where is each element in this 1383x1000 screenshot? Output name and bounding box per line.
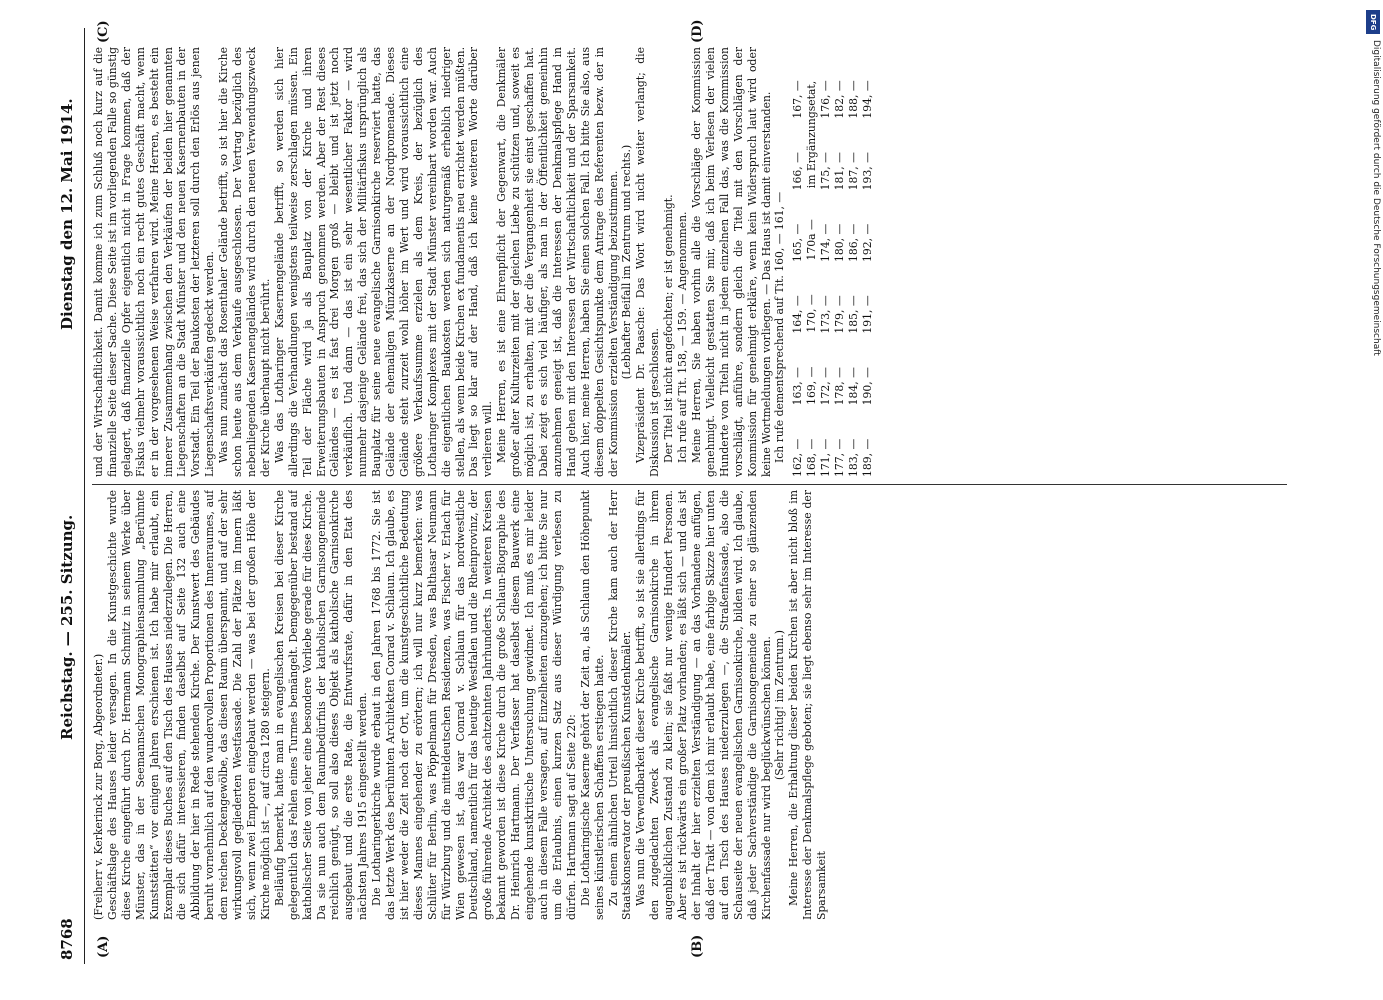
title-cell: 168, — bbox=[805, 438, 819, 477]
paragraph: Vizepräsident Dr. Paasche: Das Wort wird nicht weiter verlangt; die Diskussion ist geschlossen. bbox=[634, 47, 662, 477]
title-cell: 185, — bbox=[846, 295, 860, 334]
paragraph: Zu einem ähnlichen Urteil hinsichtlich dieser Kirche kam auch der Herr Staatskonservator der preußischen Kunstdenkmäler. bbox=[606, 490, 634, 920]
title-cell: 190, — bbox=[860, 367, 874, 406]
paragraph: und der Wirtschaftlichkeit. Damit komme ich zum Schluß noch kurz auf die finanzielle Seite dieser Sache. Diese Seite ist im vorliegenden Falle so günstig gelagert, daß finanzielle Opfer eigentlich nicht in Frage kommen, daß der Fiskus vielmehr voraussichtlich noch ein recht gutes Geschäft macht, wenn er in der vorgesehenen Weise verfahren wird. Meine Herren, es besteht ein innerer Zusammenhang zwischen den Verkäufen der beiden hier genannten Liegenschaften an die Stadt Münster und den neuen Kasernenbauten in der Vorstadt. Ein Teil der Baukosten der letzteren soll durch den Erlös aus jenen Liegenschaftsverkäufen gedeckt werden. bbox=[92, 47, 217, 477]
title-row bbox=[833, 47, 847, 477]
title-cell: 180, — bbox=[833, 223, 847, 262]
paragraph: Meine Herren, die Erhaltung dieser beiden Kirchen ist aber nicht bloß im Interesse der Denkmalspflege geboten; sie liegt ebenso sehr im Interesse der Sparsamkeit bbox=[787, 490, 829, 920]
paragraph: Was das Lotharinger Kasernengelände betrifft, so werden sich hier allerdings die Verhandlungen wenigstens teilweise zerschlagen müssen. Ein Teil der Fläche wird ja als Bauplatz von der Kirche und ihren Erweiterungsbauten in Anspruch genommen werden. Aber der Rest dieses Geländes — es ist fast drei Morgen groß — bleibt und ist jetzt noch verkäuflich. Und dann — das ist ein sehr wesentlicher Faktor — wird nunmehr dasjenige Gelände frei, das sich der Militärfiskus ursprünglich als Bauplatz für seine neue evangelische Garnisonkirche reserviert hatte, das Gelände der ehemaligen Münzkaserne an der Nordpromenade. Dieses Gelände steht zurzeit wohl höher im Wert und wird voraussichtlich eine größere Verkaufssumme erzielen als dem Kreis, der bezüglich des Lotharinger Komplexes mit der Stadt Münster vereinbart worden war. Auch die eigentlichen Baukosten werden sich naturgemäß erheblich niedriger stellen, als wenn beide Kirchen ex fundamentis neu errichtet werden müßten. Das liegt so klar auf der Hand, daß ich keine weiteren Worte darüber verlieren will. bbox=[272, 47, 495, 477]
paragraph: Geschäftslage des Hauses leider versagen. In die Kunstgeschichte wurde diese Kirche eingeführt durch Dr. Hermann Schmitz in seinem Werke über Münster, das in der Seemannschen Monographiensammlung „Berühmte Kunststätten“ vor einigen Jahren erschienen ist. Ich habe mir erlaubt, ein Exemplar dieses Buches auf den Tisch des Hauses niederzulegen. Die Herren, die sich dafür interessieren, finden daselbst auf Seite 132 auch eine Abbildung der hier in Rede stehenden Kirche. Der Kunstwert des Gebäudes beruht vornehmlich auf den wundervollen Proportionen des Innenraumes, auf dem reichen Deckengewölbe, das diesen Raum überspannt, und auf der sehr wirkungsvoll gegliederten Westfassade. Die Zahl der Plätze im Innern läßt sich, wenn zwei Emporen eingebaut werden — was bei der großen Höhe der Kirche möglich ist —, auf circa 1280 steigern. bbox=[105, 490, 272, 920]
title-cell: 179, — bbox=[833, 295, 847, 334]
dfg-logo: DFG bbox=[1366, 10, 1380, 34]
title-cell: 181, — bbox=[833, 152, 847, 191]
left-column bbox=[92, 490, 1292, 920]
paragraph: Die Lotharingerkirche wurde erbaut in den Jahren 1768 bis 1772. Sie ist das letzte Werk des berühmten Architekten Conrad v. Schlaun. Ich glaube, es ist hier weder die Zeit noch der Ort, um die kunstgeschichtliche Bedeutung dieses Mannes eingehender zu erörtern; ich will nur kurz bemerken: was Schlüter für Berlin, was Pöppelmann für Dresden, was Balthasar Neumann für Würzburg und die mitteldeutschen Residenzen, was Fischer v. Erlach für Wien gewesen ist, das war Conrad v. Schlaun für das nordwestliche Deutschland, namentlich für das heutige Westfalen und die Rheinprovinz, der große führende Architekt des achtzehnten Jahrhunderts. In weiteren Kreisen bekannt geworden ist diese Kirche durch die große Schlaun-Biographie des Dr. Heinrich Hartmann. Der Verfasser hat daselbst diesem Bauwerk eine eingehende kunstkritische Untersuchung gewidmet. Ich muß es mir leider auch in diesem Falle versagen, auf Einzelheiten einzugehen; ich bitte Sie nur um die Erlaubnis, einen kurzen Satz aus dieser Würdigung verlesen zu dürfen. Hartmann sagt auf Seite 220: bbox=[370, 490, 578, 920]
title-cell: 183, — bbox=[846, 438, 860, 477]
title-row bbox=[805, 47, 819, 477]
title-row bbox=[861, 47, 875, 477]
margin-marker-a: (A) bbox=[96, 935, 111, 958]
title-cell: im Ergänzungsetat, bbox=[805, 80, 819, 189]
paragraph: Ich rufe auf Tit. 158, — 159. — Angenommen. bbox=[676, 211, 690, 463]
title-cell: 184, — bbox=[846, 367, 860, 406]
column-divider bbox=[92, 484, 1287, 485]
applause-note: (Sehr richtig! im Zentrum.) bbox=[773, 630, 787, 780]
session-date: Dienstag den 12. Mai 1914. bbox=[58, 98, 76, 330]
margin-marker-b: (B) bbox=[690, 934, 705, 958]
digitization-credit: Digitalisierung gefördert durch die Deutsche Forschungsgemeinschaft bbox=[1371, 40, 1381, 356]
page-header bbox=[58, 30, 80, 960]
title-cell: 188, — bbox=[846, 80, 860, 119]
title-cell: 172, — bbox=[819, 367, 833, 406]
title-cell: 178, — bbox=[833, 367, 847, 406]
title-cell: 166, — bbox=[791, 152, 805, 191]
title-cell: 182, — bbox=[833, 80, 847, 119]
title-cell: 186, — bbox=[846, 223, 860, 262]
paragraph: Was nun zunächst das Rosenthaler Gelände betrifft, so ist hier die Kirche schon heute aus dem Verkaufe ausgeschlossen. Der Vertrag bezüglich des nebenliegenden Kasernengeländes wird durch den neuen Verwendungszweck der Kirche überhaupt nicht berührt. bbox=[217, 47, 272, 477]
title-cell: 193, — bbox=[860, 152, 874, 191]
paragraph: Meine Herren, Sie haben vorhin alle die Vorschläge der Kommission genehmigt. Vielleicht gestatten Sie mir, daß ich beim Verlesen der vielen Hunderte von Titeln nicht in jedem einzelnen Fall das, was die Kommission vorschlägt, anführe, sondern gleich die Titel mit den Vorschlägen der Kommission für genehmigt erkläre, wenn kein Widerspruch laut wird oder keine Wortmeldungen vorliegen. — Das Haus ist damit einverstanden. bbox=[689, 47, 773, 477]
title-cell: 177, — bbox=[833, 438, 847, 477]
header-rule bbox=[84, 28, 85, 964]
paragraph: Meine Herren, es ist eine Ehrenpflicht der Gegenwart, die Denkmäler großer alter Kulturzeiten mit der gleichen Liebe zu schützen und, soweit es möglich ist, zu erhalten, mit der die Vergangenheit sie einst geschaffen hat. Dabei zeigt es sich viel häufiger, als man in der Öffentlichkeit gemeinhin anzunehmen geneigt ist, daß die Interessen der Denkmalspflege Hand in Hand gehen mit den Interessen der Wirtschaftlichkeit und der Sparsamkeit. Auch hier, meine Herren, haben Sie einen solchen Fall. Ich bitte Sie also, aus diesem doppelten Gesichtspunkte dem Antrage des Referenten bezw. der in der Kommission erzielten Verständigung beizustimmen. bbox=[495, 47, 620, 477]
quote: Die Lotharingische Kaserne gehört der Zeit an, als Schlaun den Höhepunkt seines künstlerischen Schaffens erstiegen hatte. bbox=[578, 490, 606, 920]
title-row bbox=[819, 47, 833, 477]
title-cell: 169, — bbox=[805, 366, 819, 405]
title-cell: 170a — bbox=[805, 219, 819, 261]
title-cell: 189, — bbox=[860, 438, 874, 477]
title-cell: 194, — bbox=[860, 80, 874, 119]
title-cell: 175, — bbox=[819, 152, 833, 191]
paragraph: Beiläufig bemerkt, hatte man in evangelischen Kreisen bei dieser Kirche gelegentlich das Fehlen eines Turmes bemängelt. Demgegenüber bestand auf katholischer Seite von jeher eine besondere Vorliebe gerade für diese Kirche. Da sie nun auch dem Raumbedürfnis der katholischen Garnisongemeinde reichlich genügt, so soll also dieses Objekt als katholische Garnisonkirche ausgebaut und die erste Rate, die Entwurfsrate, dafür in den Etat des nächsten Jahres 1915 eingestellt werden. bbox=[272, 490, 370, 920]
title-cell: 192, — bbox=[860, 223, 874, 262]
paragraph: Ich rufe dementsprechend auf Tit. 160, — 161, — bbox=[773, 191, 787, 463]
title-cell: 162, — bbox=[791, 438, 805, 477]
session-title: Reichstag. — 255. Sitzung. bbox=[58, 514, 76, 740]
title-cell: 163, — bbox=[791, 367, 805, 406]
title-cell: 173, — bbox=[819, 295, 833, 334]
paragraph: Was nun die Verwendbarkeit dieser Kirche betrifft, so ist sie allerdings für den zugedachten Zweck als evangelische Garnisonkirche in ihrem augenblicklichen Zustand zu klein; sie faßt nur wenige Hundert Personen. Aber es ist rückwärts ein großer Platz vorhanden; es läßt sich — und das ist der Inhalt der hier erzielten Verständigung — an das Vorhandene anfügen, daß der Trakt — von dem ich mir erlaubt habe, eine farbige Skizze hier unten auf den Tisch des Hauses niederzulegen —, die Straßenfassade, also die Schauseite der neuen evangelischen Garnisonkirche, bilden wird. Ich glaube, daß jeder Sachverständige die Garnisongemeinde zu einer so glänzenden Kirchenfassade nur wird beglückwünschen können. bbox=[634, 490, 773, 920]
paragraph: Der Titel ist nicht angefochten; er ist genehmigt. bbox=[662, 194, 676, 463]
title-row bbox=[847, 47, 861, 477]
title-cell: 176, — bbox=[819, 80, 833, 119]
title-list bbox=[791, 47, 874, 477]
title-cell: 170, — bbox=[805, 294, 819, 333]
title-row bbox=[791, 47, 805, 477]
margin-marker-c: (C) bbox=[96, 20, 111, 43]
speaker-line: (Freiherr v. Kerkerinck zur Borg, Abgeordneter.) bbox=[92, 653, 105, 920]
page-number: 8768 bbox=[58, 918, 76, 960]
title-cell: 164, — bbox=[791, 295, 805, 334]
title-cell: 191, — bbox=[860, 295, 874, 334]
applause-note: (Lebhafter Beifall im Zentrum und rechts.) bbox=[620, 144, 634, 380]
title-cell: 171, — bbox=[819, 438, 833, 477]
right-column bbox=[92, 47, 1292, 477]
margin-marker-d: (D) bbox=[690, 19, 705, 43]
title-cell: 167, — bbox=[791, 80, 805, 119]
title-cell: 174, — bbox=[819, 223, 833, 262]
title-cell: 187, — bbox=[846, 152, 860, 191]
title-cell: 165, — bbox=[791, 223, 805, 262]
